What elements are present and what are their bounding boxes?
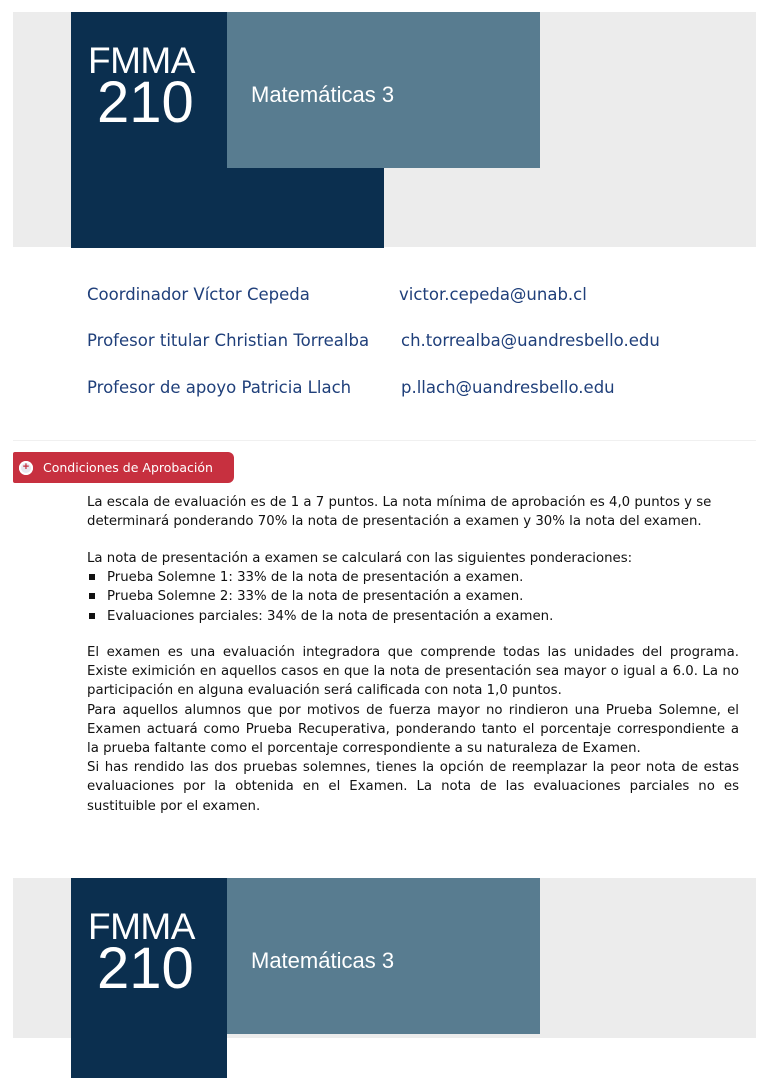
staff-titular: Profesor titular Christian Torrealba: [87, 331, 370, 350]
staff-coordinator: Coordinador Víctor Cepeda: [87, 285, 310, 304]
approval-conditions-tab[interactable]: [13, 452, 234, 483]
course-name: Matemáticas 3: [251, 82, 395, 107]
course-code-number: 210: [97, 70, 194, 135]
course-name: Matemáticas 3: [251, 948, 395, 973]
course-code-block-extension: [227, 168, 384, 248]
course-code-prefix: FMMA: [88, 906, 195, 947]
paragraph-exam: El examen es una evaluación integradora que comprende todas las unidades del programa. Existe eximición en aquellos casos en que la nota de presentación sea mayor o igual a 6.0. La no participación en alguna evaluación será calificada con nota 1,0 puntos.: [87, 645, 739, 699]
plus-circle-icon: +: [19, 461, 33, 475]
staff-support: Profesor de apoyo Patricia Llach: [87, 378, 352, 397]
list-item: Evaluaciones parciales: 34% de la nota de presentación a examen.: [87, 607, 739, 626]
grading-scale-paragraph: [87, 493, 739, 531]
exam-rules: [87, 643, 739, 816]
course-banner-top: [13, 12, 756, 247]
course-code-prefix: FMMA: [88, 40, 195, 81]
staff-coordinator-email[interactable]: victor.cepeda@unab.cl: [399, 285, 587, 304]
staff-titular-email[interactable]: ch.torrealba@uandresbello.edu: [401, 331, 660, 350]
list-item: Prueba Solemne 1: 33% de la nota de presentación a examen.: [87, 568, 739, 587]
course-code-number: 210: [97, 936, 194, 1001]
approval-conditions-title: Condiciones de Aprobación: [43, 460, 213, 475]
paragraph-recovery: Para aquellos alumnos que por motivos de fuerza mayor no rindieron una Prueba Solemne, el Examen actuará como Prueba Recuperativa, ponderando tanto el porcentaje correspondiente a la prueba faltante como el porcentaje correspondiente a su naturaleza de Examen.: [87, 702, 739, 757]
staff-support-email[interactable]: p.llach@uandresbello.edu: [401, 378, 615, 397]
course-banner-bottom: [13, 878, 756, 1038]
presentation-weights: [87, 549, 739, 626]
list-item: Prueba Solemne 2: 33% de la nota de presentación a examen.: [87, 587, 739, 606]
weights-list: [87, 568, 739, 626]
paragraph-replacement: Si has rendido las dos pruebas solemnes, tienes la opción de reemplazar la peor nota de estas evaluaciones por la obtenida en el Examen. La nota de las evaluaciones parciales no es sustituible por el examen.: [87, 760, 739, 814]
paragraph-weights-intro: La nota de presentación a examen se calculará con las siguientes ponderaciones:: [87, 551, 633, 566]
paragraph-scale: La escala de evaluación es de 1 a 7 puntos. La nota mínima de aprobación es 4,0 puntos y se determinará ponderando 70% la nota de presentación a examen y 30% la nota del examen.: [87, 495, 712, 530]
section-divider: [13, 440, 756, 441]
